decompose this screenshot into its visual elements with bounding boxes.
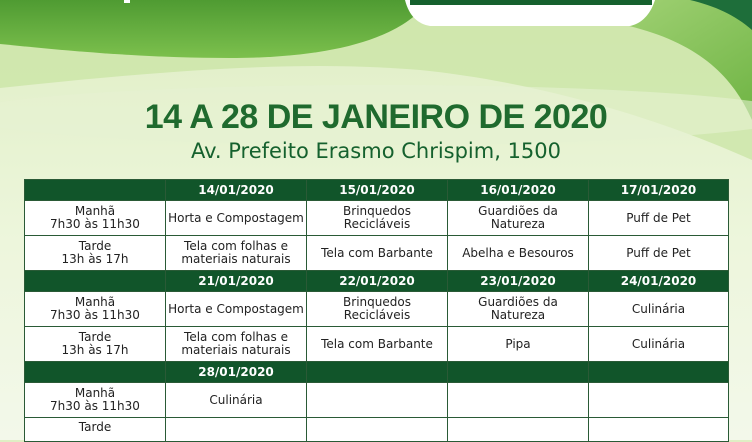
activity-cell: Puff de Pet	[589, 236, 729, 271]
date-cell: 28/01/2020	[166, 362, 307, 383]
empty-cell	[166, 418, 307, 442]
activity-cell: Culinária	[589, 292, 729, 327]
activity-cell: Puff de Pet	[589, 201, 729, 236]
slot-name: Manhã	[74, 204, 116, 218]
week-2-morning-row	[25, 292, 729, 327]
week-3-afternoon-row	[25, 418, 729, 442]
empty-cell	[448, 418, 589, 442]
week-3-date-header	[25, 362, 729, 383]
header-empty-cell	[25, 271, 166, 292]
slot-name: Tarde	[78, 330, 112, 344]
week-3-morning-row	[25, 383, 729, 418]
logo-fragment-icon	[124, 0, 130, 3]
activity-cell: Brinquedos Recicláveis	[307, 201, 448, 236]
slot-label	[25, 236, 166, 271]
slot-name: Manhã	[74, 295, 116, 309]
slot-label	[25, 418, 166, 442]
activity-schedule-table	[24, 179, 729, 442]
activity-cell: Tela com Barbante	[307, 236, 448, 271]
empty-cell	[307, 383, 448, 418]
date-cell: 16/01/2020	[448, 180, 589, 201]
event-date-title: 14 A 28 DE JANEIRO DE 2020	[144, 98, 608, 136]
date-cell: 17/01/2020	[589, 180, 729, 201]
slot-label	[25, 327, 166, 362]
empty-cell	[589, 383, 729, 418]
slot-label	[25, 201, 166, 236]
activity-cell: Culinária	[166, 383, 307, 418]
week-2-afternoon-row	[25, 327, 729, 362]
date-cell: 24/01/2020	[589, 271, 729, 292]
activity-cell: Horta e Compostagem	[166, 201, 307, 236]
activity-cell: Pipa	[448, 327, 589, 362]
slot-label	[25, 383, 166, 418]
activity-cell: Abelha e Besouros	[448, 236, 589, 271]
slot-time: 7h30 às 11h30	[50, 399, 140, 413]
header-empty-cell	[448, 362, 589, 383]
slot-time: 7h30 às 11h30	[50, 308, 140, 322]
activity-cell: Culinária	[589, 327, 729, 362]
slot-label	[25, 292, 166, 327]
slot-time: 13h às 17h	[61, 252, 129, 266]
activity-cell: Tela com Barbante	[307, 327, 448, 362]
header-empty-cell	[25, 180, 166, 201]
slot-time: 13h às 17h	[61, 343, 129, 357]
header-empty-cell	[589, 362, 729, 383]
slot-name: Tarde	[78, 420, 112, 434]
week-1-afternoon-row	[25, 236, 729, 271]
event-address: Av. Prefeito Erasmo Chrispim, 1500	[190, 139, 562, 163]
header-empty-cell	[25, 362, 166, 383]
date-cell: 23/01/2020	[448, 271, 589, 292]
date-cell: 22/01/2020	[307, 271, 448, 292]
slot-time: 7h30 às 11h30	[50, 217, 140, 231]
week-1-date-header	[25, 180, 729, 201]
activity-cell: Brinquedos Recicláveis	[307, 292, 448, 327]
date-cell: 15/01/2020	[307, 180, 448, 201]
week-2-date-header	[25, 271, 729, 292]
header-badge-strip	[410, 0, 652, 5]
empty-cell	[589, 418, 729, 442]
activity-cell: Horta e Compostagem	[166, 292, 307, 327]
date-cell: 21/01/2020	[166, 271, 307, 292]
header-empty-cell	[307, 362, 448, 383]
week-1-morning-row	[25, 201, 729, 236]
slot-name: Tarde	[78, 239, 112, 253]
activity-cell: Guardiões da Natureza	[448, 292, 589, 327]
activity-cell: Tela com folhas e materiais naturais	[166, 327, 307, 362]
activity-cell: Tela com folhas e materiais naturais	[166, 236, 307, 271]
empty-cell	[307, 418, 448, 442]
slot-name: Manhã	[74, 386, 116, 400]
date-cell: 14/01/2020	[166, 180, 307, 201]
activity-cell: Guardiões da Natureza	[448, 201, 589, 236]
empty-cell	[448, 383, 589, 418]
